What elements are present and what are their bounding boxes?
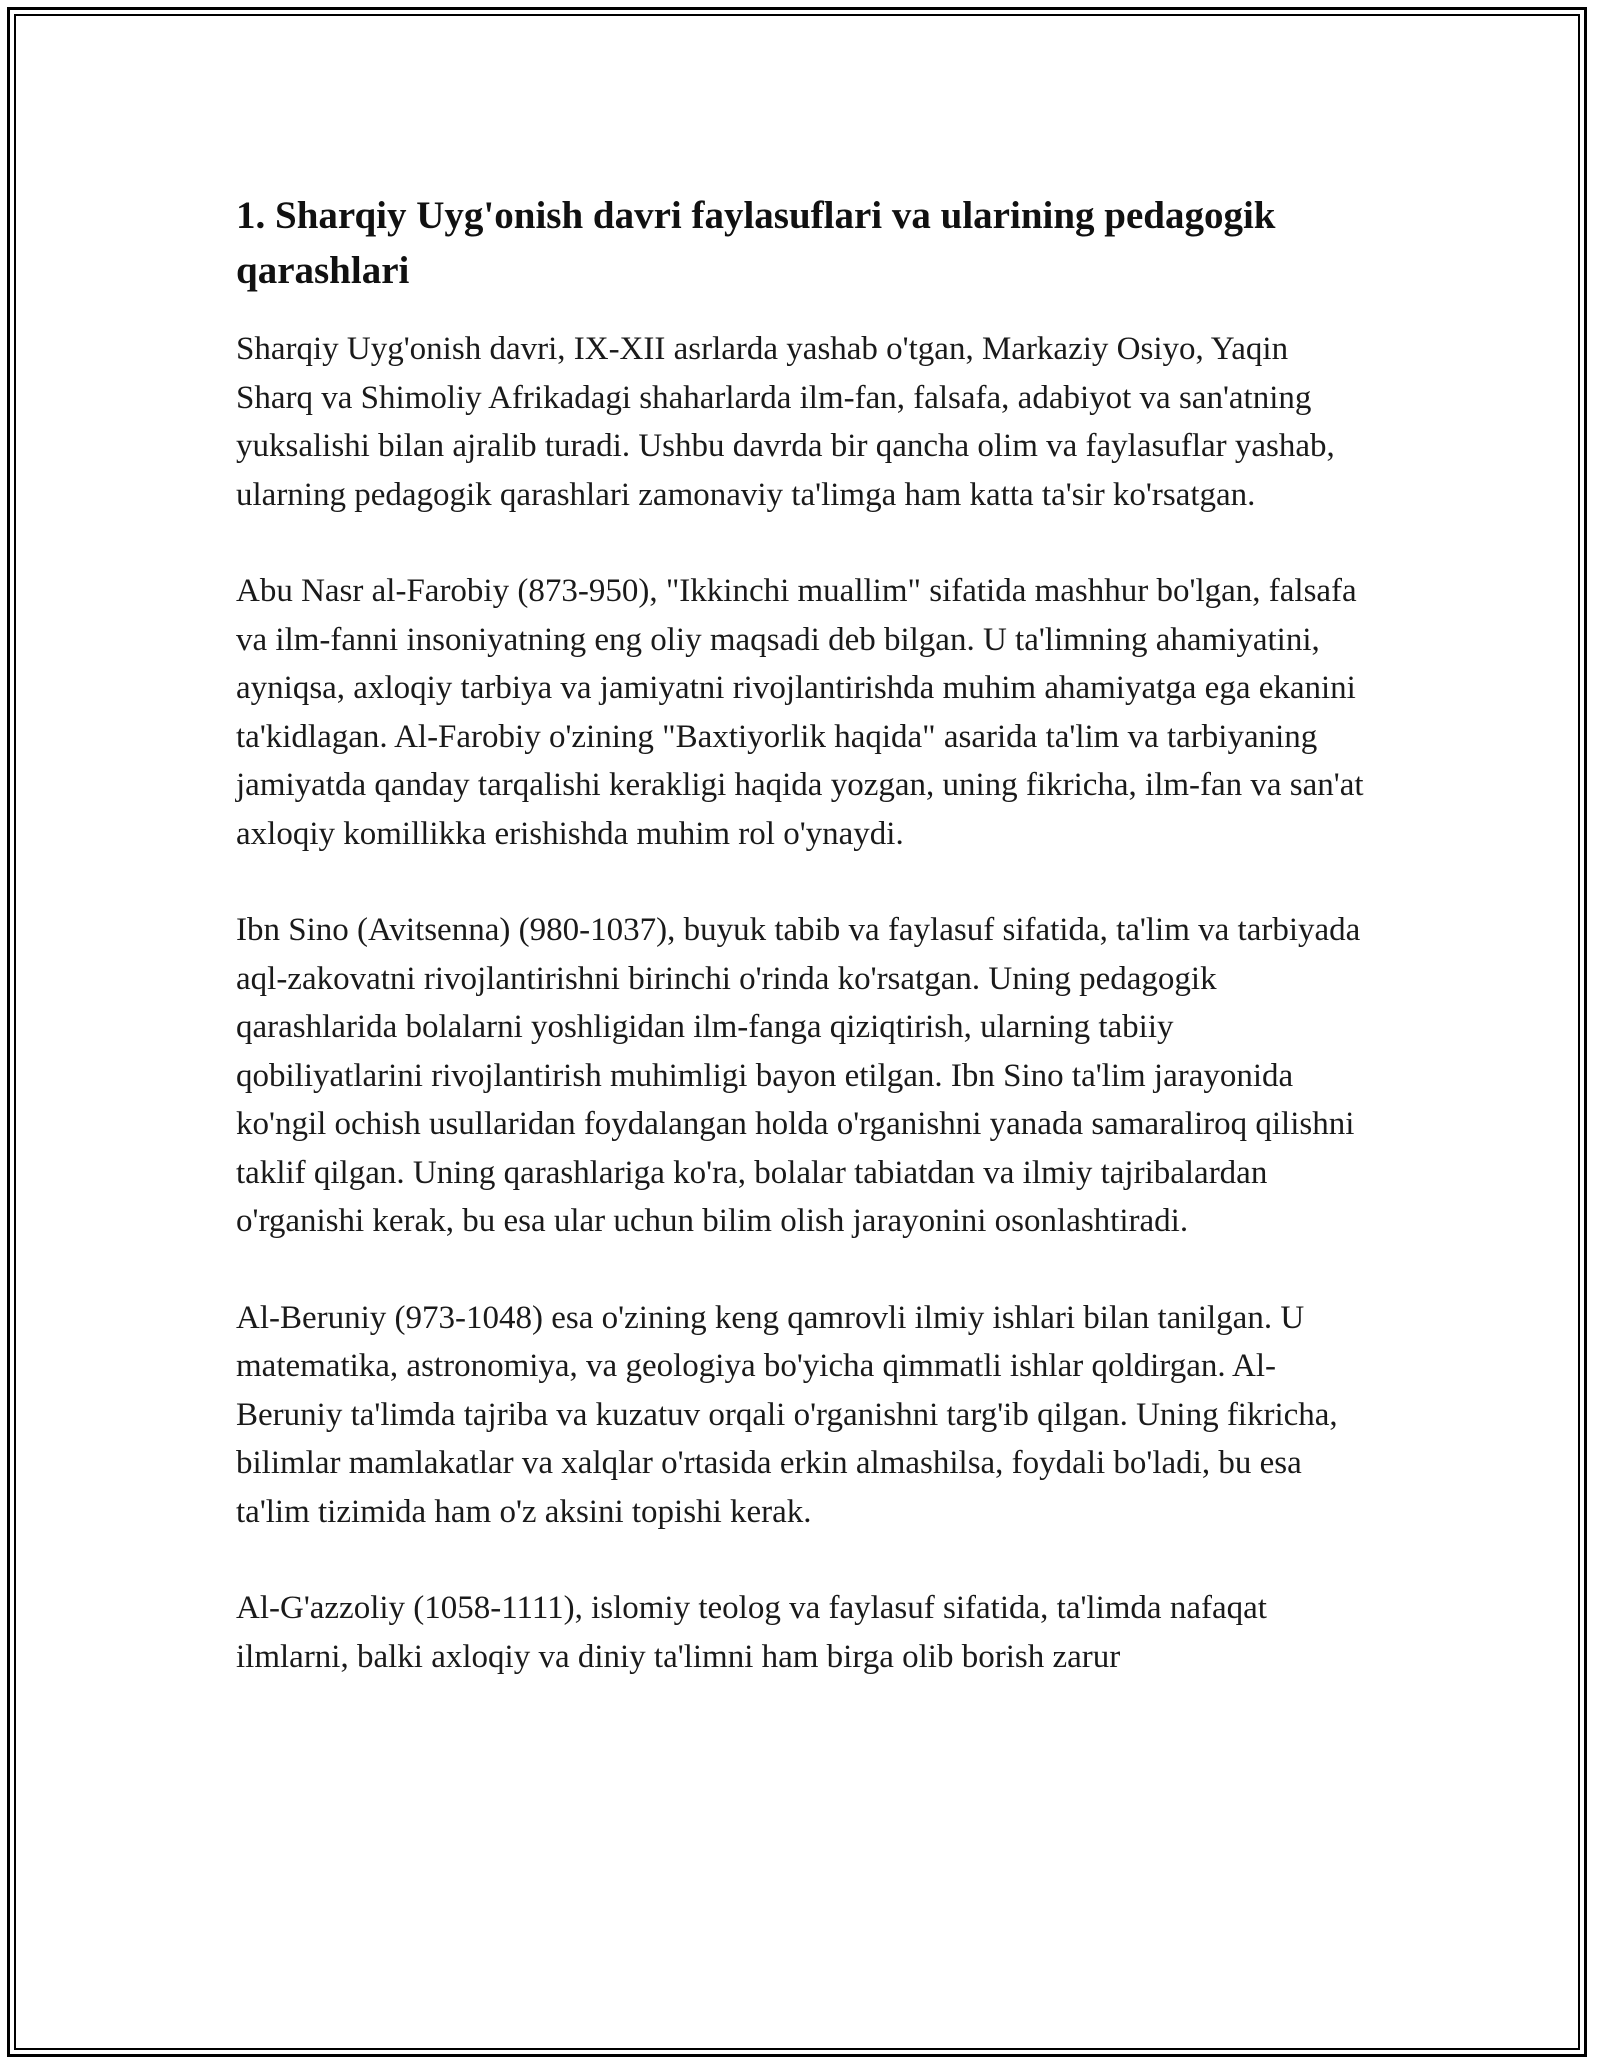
paragraph-gazzoliy: Al-G'azzoliy (1058-1111), islomiy teolog va faylasuf sifatida, ta'limda nafaqat ilmlarni, balki axloqiy va diniy ta'limni ham birga olib borish zarur [236, 1590, 1267, 1675]
paragraph-ibn-sino: Ibn Sino (Avitsenna) (980-1037), buyuk tabib va faylasuf sifatida, ta'lim va tarbiyada aql-zakovatni rivojlantirishni birinchi o'rinda ko'rsatgan. Uning pedagogik qarashlarida bolalarni yoshligidan ilm-fanga qiziqtirish, ularning tabiiy qobiliyatlarini rivojlantirish muhimligi bayon etilgan. Ibn Sino ta'lim jarayonida ko'ngil ochish usullaridan foydalangan holda o'rganishni yanada samaraliroq qilishni taklif qilgan. Uning qarashlariga ko'ra, bolalar tabiatdan va ilmiy tajribalardan o'rganishi kerak, bu esa ular uchun bilim olish jarayonini osonlashtiradi. [236, 912, 1361, 1239]
document-body [236, 188, 1366, 1729]
paragraph-farobiy: Abu Nasr al-Farobiy (873-950), "Ikkinchi muallim" sifatida mashhur bo'lgan, falsafa va ilm-fanni insoniyatning eng oliy maqsadi deb bilgan. U ta'limning ahamiyatini, ayniqsa, axloqiy tarbiya va jamiyatni rivojlantirishda muhim ahamiyatga ega ekanini ta'kidlagan. Al-Farobiy o'zining "Baxtiyorlik haqida" asarida ta'lim va tarbiyaning jamiyatda qanday tarqalishi kerakligi haqida yozgan, uning fikricha, ilm-fan va san'at axloqiy komillikka erishishda muhim rol o'ynaydi. [236, 573, 1364, 852]
section-heading: 1. Sharqiy Uyg'onish davri faylasuflari va ularining pedagogik qarashlari [236, 194, 1276, 292]
paragraph-beruniy: Al-Beruniy (973-1048) esa o'zining keng qamrovli ilmiy ishlari bilan tanilgan. U matematika, astronomiya, va geologiya bo'yicha qimmatli ishlar qoldirgan. Al-Beruniy ta'limda tajriba va kuzatuv orqali o'rganishni targ'ib qilgan. Uning fikricha, bilimlar mamlakatlar va xalqlar o'rtasida erkin almashilsa, foydali bo'ladi, bu esa ta'lim tizimida ham o'z aksini topishi kerak. [236, 1299, 1338, 1530]
paragraph-intro: Sharqiy Uyg'onish davri, IX-XII asrlarda yashab o'tgan, Markaziy Osiyo, Yaqin Sharq va Shimoliy Afrikadagi shaharlarda ilm-fan, falsafa, adabiyot va san'atning yuksalishi bilan ajralib turadi. Ushbu davrda bir qancha olim va faylasuflar yashab, ularning pedagogik qarashlari zamonaviy ta'limga ham katta ta'sir ko'rsatgan. [236, 331, 1335, 513]
